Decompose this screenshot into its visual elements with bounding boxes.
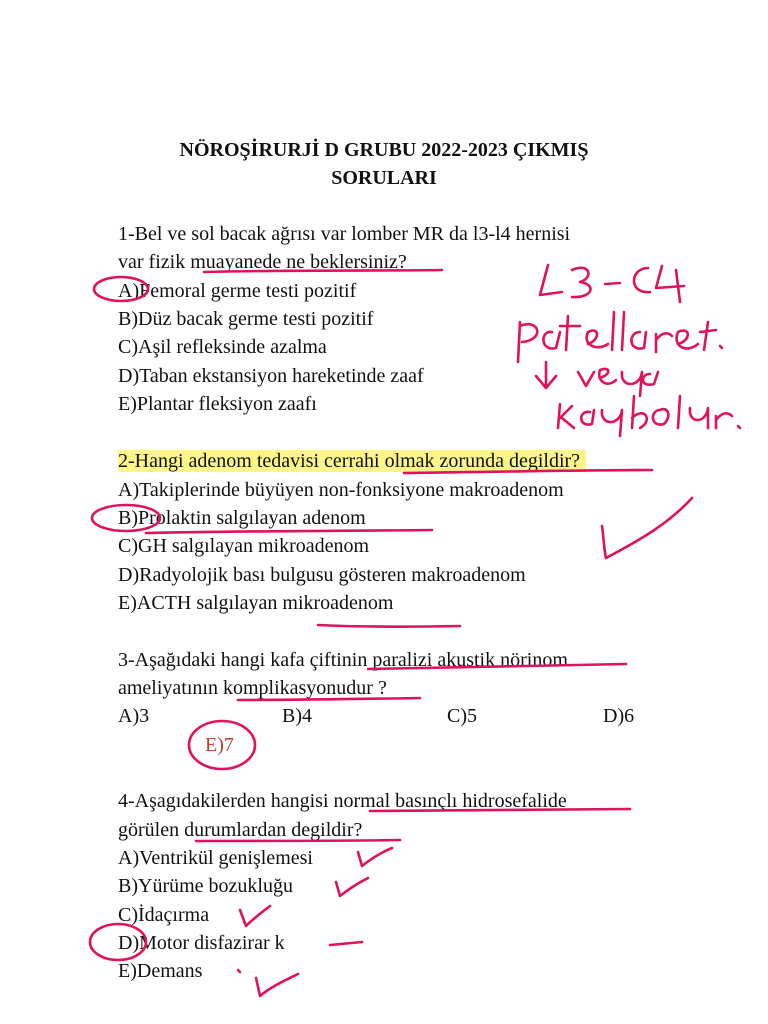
question-1-option-c: C)Aşil refleksinde azalma (118, 336, 327, 358)
title-line-1: NÖROŞİRURJİ D GRUBU 2022-2023 ÇIKMIŞ (179, 139, 589, 161)
title-line-2: SORULARI (331, 167, 437, 189)
question-2-option-e: E)ACTH salgılayan mikroadenom (118, 592, 394, 614)
question-3-option-d: D)6 (603, 705, 635, 727)
ink-check-q4-c (240, 906, 270, 926)
ink-dash-q4-d (330, 942, 362, 945)
question-1-option-b: B)Düz bacak germe testi pozitif (118, 308, 374, 330)
question-4-option-d: D)Motor disfazirar k (118, 932, 285, 954)
ink-note-veya (536, 362, 658, 396)
question-1-line-2: var fizik muayanede ne beklersiniz? (118, 251, 407, 273)
question-1-line-1: 1-Bel ve sol bacak ağrısı var lomber MR da l3-l4 hernisi (118, 223, 571, 245)
question-3-option-c: C)5 (447, 705, 477, 727)
question-3-option-b: B)4 (282, 705, 312, 727)
question-1-option-d: D)Taban ekstansiyon hareketinde zaaf (118, 365, 424, 387)
question-2-option-c: C)GH salgılayan mikroadenom (118, 535, 370, 557)
ink-check-q4-a (358, 848, 392, 866)
ink-note-kaybolur (558, 396, 740, 436)
question-1-option-e: E)Plantar fleksiyon zaafı (118, 393, 317, 415)
question-2-option-a: A)Takiplerinde büyüyen non-fonksiyone makroadenom (118, 479, 564, 501)
question-4-option-b: B)Yürüme bozukluğu (118, 875, 293, 897)
question-2-highlight: 2-Hangi adenom tedavisi cerrahi olmak zorunda degildir? (118, 450, 586, 472)
question-4-line-1: 4-Aşagıdakilerden hangisi normal basınçlı hidrosefalide (118, 790, 567, 812)
ink-check-q4-e (238, 970, 298, 996)
ink-underline-q2-e (318, 625, 460, 627)
question-4-option-c: C)İdaçırma (118, 904, 210, 926)
question-2-option-d: D)Radyolojik bası bulgusu gösteren makroadenom (118, 564, 526, 586)
question-3-line-2: ameliyatının komplikasyonudur ? (118, 677, 387, 699)
ink-checkmark-q2 (602, 498, 692, 558)
question-3-line-1: 3-Aşağıdaki hangi kafa çiftinin paralizi akustik nörinom (118, 649, 568, 671)
question-3-options-row (0, 702, 768, 730)
page-title (0, 136, 768, 192)
ink-check-q4-b (336, 878, 368, 896)
ink-note-l3l4 (540, 265, 684, 302)
question-4-option-e: E)Demans (118, 960, 203, 982)
question-3-option-a: A)3 (118, 705, 150, 727)
question-3-option-e: E)7 (205, 734, 234, 756)
question-1-option-a: A)Femoral germe testi pozitif (118, 280, 357, 302)
ink-note-patellar-ref (518, 312, 722, 362)
question-2-line-1 (118, 447, 586, 475)
question-4-line-2: görülen durumlardan degildir? (118, 819, 363, 841)
question-4-option-a: A)Ventrikül genişlemesi (118, 847, 313, 869)
question-2-option-b: B)Prolaktin salgılayan adenom (118, 507, 366, 529)
